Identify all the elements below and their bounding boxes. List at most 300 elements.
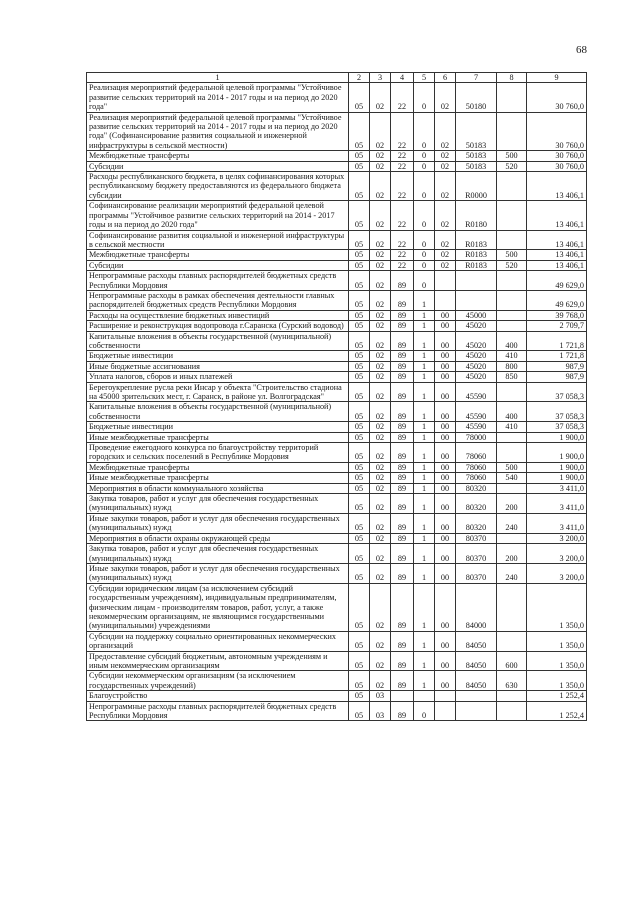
subprogram-code: 1 [414,583,435,631]
table-header-row [87,73,587,83]
program-code: 89 [391,651,414,671]
row-name: Иные межбюджетные трансферты [87,432,349,442]
row-name: Софинансирование развития социальной и инженерной инфраструктуры в сельской местности [87,230,349,250]
table-row [87,462,587,472]
expense-code: 45000 [456,310,497,320]
program-code: 22 [391,161,414,171]
table-row [87,651,587,671]
section-code: 05 [349,631,370,651]
row-name: Непрограммные расходы главных распорядителей бюджетных средств Республики Мордовия [87,271,349,291]
event-code: 02 [435,112,456,151]
event-code: 00 [435,372,456,382]
table-row [87,361,587,371]
type-code [497,443,527,463]
program-code: 89 [391,271,414,291]
row-name: Субсидии на поддержку социально ориентированных некоммерческих организаций [87,631,349,651]
event-code [435,271,456,291]
subsection-code: 02 [370,513,391,533]
event-code: 00 [435,321,456,331]
section-code: 05 [349,563,370,583]
expense-code: 45020 [456,372,497,382]
program-code: 89 [391,422,414,432]
program-code: 22 [391,112,414,151]
subsection-code: 02 [370,382,391,402]
section-code: 05 [349,533,370,543]
table-row [87,473,587,483]
type-code [497,172,527,201]
table-row [87,422,587,432]
row-name: Межбюджетные трансферты [87,250,349,260]
header-cell: 3 [370,73,391,83]
program-code [391,691,414,701]
subsection-code: 02 [370,83,391,112]
section-code: 05 [349,201,370,230]
table-row [87,533,587,543]
type-code: 850 [497,372,527,382]
table-row [87,671,587,691]
amount: 13 406,1 [527,230,587,250]
section-code: 05 [349,372,370,382]
section-code: 05 [349,331,370,351]
amount: 3 411,0 [527,513,587,533]
expense-code: 45590 [456,422,497,432]
event-code: 00 [435,473,456,483]
row-name: Расходы на осуществление бюджетных инвестиций [87,310,349,320]
subsection-code: 02 [370,172,391,201]
type-code [497,201,527,230]
program-code: 89 [391,351,414,361]
type-code [497,290,527,310]
row-name: Мероприятия в области коммунального хозяйства [87,483,349,493]
row-name: Расходы республиканского бюджета, в целях софинансирования которых республиканскому бюджету предоставляются из федерального бюджета субсидии [87,172,349,201]
event-code: 00 [435,544,456,564]
type-code [497,310,527,320]
subsection-code: 02 [370,631,391,651]
section-code: 05 [349,151,370,161]
section-code: 05 [349,513,370,533]
subprogram-code: 1 [414,494,435,514]
amount: 37 058,3 [527,402,587,422]
expense-code: 45020 [456,351,497,361]
section-code: 05 [349,271,370,291]
program-code: 89 [391,331,414,351]
subprogram-code: 1 [414,361,435,371]
event-code: 00 [435,483,456,493]
table-row [87,402,587,422]
expense-code: 78060 [456,462,497,472]
amount: 49 629,0 [527,271,587,291]
section-code: 05 [349,260,370,270]
type-code [497,271,527,291]
expense-code: 80370 [456,544,497,564]
amount: 3 200,0 [527,563,587,583]
row-name: Субсидии [87,260,349,270]
event-code: 00 [435,462,456,472]
event-code: 00 [435,432,456,442]
subprogram-code: 0 [414,112,435,151]
program-code: 89 [391,513,414,533]
type-code: 410 [497,351,527,361]
program-code: 22 [391,250,414,260]
section-code: 05 [349,290,370,310]
table-row [87,691,587,701]
row-name: Непрограммные расходы главных распорядителей бюджетных средств Республики Мордовия [87,701,349,721]
event-code: 00 [435,361,456,371]
row-name: Непрограммные расходы в рамках обеспечения деятельности главных распорядителей бюджетных средств Республики Мордовия [87,290,349,310]
row-name: Субсидии юридическим лицам (за исключением субсидий государственным учреждениям), индивидуальным предпринимателям, физическим лицам - производителям товаров, работ, услуг, а также некоммерческим организациям, не являющимся государственными (муниципальными) учреждениями [87,583,349,631]
table-row [87,201,587,230]
expense-code: 50180 [456,83,497,112]
expense-code: 84000 [456,583,497,631]
type-code: 410 [497,422,527,432]
section-code: 05 [349,483,370,493]
expense-code: 45590 [456,382,497,402]
subprogram-code: 0 [414,201,435,230]
program-code: 89 [391,701,414,721]
amount: 1 252,4 [527,691,587,701]
row-name: Проведение ежегодного конкурса по благоустройству территорий городских и сельских поселений в Республике Мордовия [87,443,349,463]
event-code: 00 [435,533,456,543]
event-code: 02 [435,83,456,112]
type-code: 600 [497,651,527,671]
subprogram-code: 0 [414,83,435,112]
type-code [497,83,527,112]
section-code: 05 [349,83,370,112]
type-code [497,533,527,543]
subsection-code: 02 [370,494,391,514]
row-name: Бюджетные инвестиции [87,422,349,432]
type-code: 200 [497,494,527,514]
type-code: 630 [497,671,527,691]
row-name: Субсидии [87,161,349,171]
expense-code: R0183 [456,260,497,270]
expense-code: 84050 [456,631,497,651]
amount: 1 900,0 [527,462,587,472]
amount: 1 721,8 [527,351,587,361]
expense-code [456,290,497,310]
table-row [87,112,587,151]
subprogram-code: 1 [414,402,435,422]
amount: 13 406,1 [527,250,587,260]
section-code: 05 [349,230,370,250]
expense-code: 45020 [456,331,497,351]
header-cell: 1 [87,73,349,83]
expense-code: 84050 [456,671,497,691]
row-name: Капитальные вложения в объекты государственной (муниципальной) собственности [87,402,349,422]
subprogram-code: 1 [414,671,435,691]
subprogram-code: 0 [414,151,435,161]
subprogram-code: 1 [414,631,435,651]
row-name: Софинансирование реализации мероприятий федеральной целевой программы "Устойчивое развитие сельских территорий на 2014 - 2017 годы и на период до 2020 года" [87,201,349,230]
table-row [87,331,587,351]
table-row [87,351,587,361]
header-cell: 8 [497,73,527,83]
header-cell: 6 [435,73,456,83]
section-code: 05 [349,494,370,514]
subprogram-code: 1 [414,533,435,543]
subsection-code: 02 [370,260,391,270]
event-code: 00 [435,331,456,351]
event-code: 00 [435,563,456,583]
program-code: 89 [391,462,414,472]
subsection-code: 02 [370,361,391,371]
subsection-code: 02 [370,161,391,171]
table-row [87,443,587,463]
subsection-code: 02 [370,351,391,361]
subsection-code: 02 [370,583,391,631]
table-row [87,271,587,291]
table-row [87,161,587,171]
subprogram-code: 1 [414,651,435,671]
program-code: 89 [391,443,414,463]
program-code: 89 [391,494,414,514]
expense-code: 45020 [456,361,497,371]
table-row [87,631,587,651]
expense-code: 45020 [456,321,497,331]
type-code [497,432,527,442]
row-name: Иные бюджетные ассигнования [87,361,349,371]
table-row [87,583,587,631]
row-name: Закупка товаров, работ и услуг для обеспечения государственных (муниципальных) нужд [87,544,349,564]
row-name: Иные закупки товаров, работ и услуг для обеспечения государственных (муниципальных) нужд [87,513,349,533]
amount: 2 709,7 [527,321,587,331]
expense-code: 80320 [456,513,497,533]
program-code: 89 [391,290,414,310]
table-row [87,250,587,260]
subprogram-code [414,691,435,701]
expense-code: 80370 [456,563,497,583]
subsection-code: 02 [370,533,391,543]
subprogram-code: 1 [414,473,435,483]
subprogram-code: 1 [414,513,435,533]
table-row [87,372,587,382]
page-number: 68 [576,44,587,56]
amount: 13 406,1 [527,172,587,201]
subprogram-code: 1 [414,321,435,331]
expense-code: R0183 [456,230,497,250]
section-code: 05 [349,172,370,201]
table-row [87,172,587,201]
amount: 1 721,8 [527,331,587,351]
subprogram-code: 1 [414,382,435,402]
section-code: 05 [349,422,370,432]
section-code: 05 [349,691,370,701]
table-row [87,494,587,514]
program-code: 89 [391,583,414,631]
expense-code: 78060 [456,473,497,483]
subprogram-code: 1 [414,422,435,432]
amount: 1 900,0 [527,473,587,483]
subsection-code: 02 [370,651,391,671]
table-row [87,483,587,493]
subprogram-code: 0 [414,161,435,171]
expense-code: R0000 [456,172,497,201]
program-code: 89 [391,361,414,371]
header-cell: 7 [456,73,497,83]
type-code [497,112,527,151]
expense-code: 80370 [456,533,497,543]
type-code [497,321,527,331]
subprogram-code: 1 [414,290,435,310]
event-code: 02 [435,201,456,230]
event-code: 02 [435,172,456,201]
program-code: 22 [391,172,414,201]
row-name: Бюджетные инвестиции [87,351,349,361]
expense-code: 50183 [456,112,497,151]
subsection-code: 03 [370,701,391,721]
type-code [497,483,527,493]
amount: 1 252,4 [527,701,587,721]
table-row [87,260,587,270]
subsection-code: 02 [370,250,391,260]
event-code: 02 [435,250,456,260]
table-row [87,83,587,112]
row-name: Субсидии некоммерческим организациям (за исключением государственных учреждений) [87,671,349,691]
row-name: Межбюджетные трансферты [87,151,349,161]
event-code: 02 [435,151,456,161]
subsection-code: 02 [370,563,391,583]
amount: 987,9 [527,361,587,371]
program-code: 89 [391,402,414,422]
amount: 1 350,0 [527,631,587,651]
program-code: 22 [391,201,414,230]
subprogram-code: 0 [414,701,435,721]
subprogram-code: 0 [414,271,435,291]
table-row [87,382,587,402]
subsection-code: 02 [370,230,391,250]
expense-code: 78000 [456,432,497,442]
amount: 1 900,0 [527,443,587,463]
row-name: Межбюджетные трансферты [87,462,349,472]
subsection-code: 02 [370,432,391,442]
program-code: 89 [391,483,414,493]
type-code: 400 [497,331,527,351]
table-row [87,151,587,161]
section-code: 05 [349,432,370,442]
event-code: 00 [435,513,456,533]
row-name: Реализация мероприятий федеральной целевой программы "Устойчивое развитие сельских территорий на 2014 - 2017 годы и на период до 2020 года" (Софинансирование развития социальной и инженерной инфраструктуры в сельской местности) [87,112,349,151]
subprogram-code: 0 [414,260,435,270]
table-row [87,230,587,250]
subprogram-code: 0 [414,230,435,250]
type-code [497,382,527,402]
expense-code: 45590 [456,402,497,422]
type-code: 500 [497,151,527,161]
subprogram-code: 1 [414,443,435,463]
amount: 1 900,0 [527,432,587,442]
event-code: 00 [435,494,456,514]
amount: 1 350,0 [527,671,587,691]
type-code: 400 [497,402,527,422]
subprogram-code: 0 [414,250,435,260]
row-name: Иные закупки товаров, работ и услуг для обеспечения государственных (муниципальных) нужд [87,563,349,583]
event-code: 00 [435,310,456,320]
amount: 37 058,3 [527,382,587,402]
event-code: 02 [435,260,456,270]
amount: 3 200,0 [527,544,587,564]
amount: 39 768,0 [527,310,587,320]
type-code: 200 [497,544,527,564]
program-code: 89 [391,432,414,442]
amount: 49 629,0 [527,290,587,310]
type-code: 800 [497,361,527,371]
expense-code [456,271,497,291]
section-code: 05 [349,443,370,463]
event-code [435,701,456,721]
row-name: Благоустройство [87,691,349,701]
section-code: 05 [349,701,370,721]
program-code: 89 [391,382,414,402]
table-row [87,701,587,721]
amount: 13 406,1 [527,260,587,270]
subprogram-code: 1 [414,563,435,583]
budget-table [86,72,587,721]
section-code: 05 [349,544,370,564]
row-name: Закупка товаров, работ и услуг для обеспечения государственных (муниципальных) нужд [87,494,349,514]
program-code: 22 [391,230,414,250]
type-code [497,230,527,250]
event-code: 00 [435,402,456,422]
row-name: Расширение и реконструкция водопровода г.Саранска (Сурский водовод) [87,321,349,331]
table-row [87,310,587,320]
amount: 1 350,0 [527,583,587,631]
expense-code [456,691,497,701]
program-code: 89 [391,671,414,691]
event-code [435,290,456,310]
table-row [87,432,587,442]
subsection-code: 02 [370,321,391,331]
expense-code [456,701,497,721]
expense-code: 78060 [456,443,497,463]
row-name: Мероприятия в области охраны окружающей среды [87,533,349,543]
subprogram-code: 1 [414,351,435,361]
type-code [497,631,527,651]
header-cell: 4 [391,73,414,83]
subprogram-code: 1 [414,310,435,320]
program-code: 22 [391,260,414,270]
subsection-code: 02 [370,271,391,291]
subsection-code: 02 [370,310,391,320]
row-name: Уплата налогов, сборов и иных платежей [87,372,349,382]
table-row [87,321,587,331]
subprogram-code: 0 [414,172,435,201]
amount: 30 760,0 [527,112,587,151]
section-code: 05 [349,321,370,331]
program-code: 89 [391,544,414,564]
header-cell: 2 [349,73,370,83]
type-code: 240 [497,563,527,583]
event-code: 00 [435,583,456,631]
program-code: 89 [391,533,414,543]
subsection-code: 02 [370,422,391,432]
event-code: 02 [435,161,456,171]
section-code: 05 [349,671,370,691]
subsection-code: 02 [370,544,391,564]
section-code: 05 [349,473,370,483]
amount: 3 200,0 [527,533,587,543]
type-code: 240 [497,513,527,533]
subsection-code: 02 [370,483,391,493]
amount: 37 058,3 [527,422,587,432]
subsection-code: 02 [370,151,391,161]
type-code: 540 [497,473,527,483]
amount: 30 760,0 [527,151,587,161]
subsection-code: 02 [370,201,391,230]
type-code [497,701,527,721]
amount: 3 411,0 [527,494,587,514]
event-code: 02 [435,230,456,250]
program-code: 22 [391,83,414,112]
